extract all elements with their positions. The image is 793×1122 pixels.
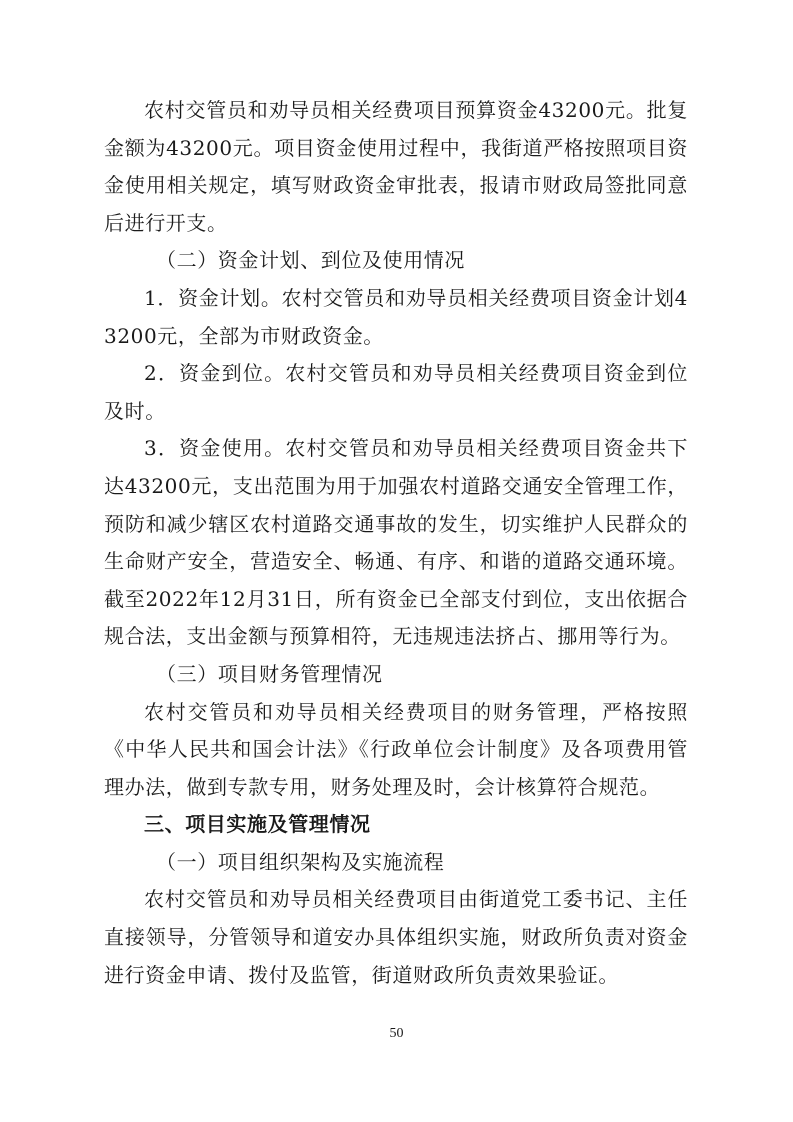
organization-paragraph: 农村交管员和劝导员相关经费项目由街道党工委书记、主任直接领导，分管领导和道安办具体组织实施，财政所负责对资金进行资金申请、拨付及监管，街道财政所负责效果验证。 — [104, 887, 688, 987]
subsection-funds-plan-heading: （二）资金计划、到位及使用情况 — [156, 248, 465, 273]
finance-management-paragraph: 农村交管员和劝导员相关经费项目的财务管理，严格按照《中华人民共和国会计法》《行政单位会计制度》及各项费用管理办法，做到专款专用，财务处理及时，会计核算符合规范。 — [104, 699, 688, 799]
section-heading: 三、项目实施及管理情况 — [144, 812, 371, 837]
document-page — [104, 92, 688, 994]
funds-arrival-paragraph: 2．资金到位。农村交管员和劝导员相关经费项目资金到位及时。 — [104, 361, 688, 423]
subsection-finance-heading: （三）项目财务管理情况 — [156, 661, 383, 686]
budget-paragraph: 农村交管员和劝导员相关经费项目预算资金43200元。批复金额为43200元。项目资金使用过程中，我街道严格按照项目资金使用相关规定，填写财政资金审批表，报请市财政局签批同意后进行开支。 — [104, 98, 688, 235]
page-number: 50 — [389, 1026, 404, 1041]
subsection-organization-heading: （一）项目组织架构及实施流程 — [156, 849, 445, 874]
funds-plan-paragraph: 1．资金计划。农村交管员和劝导员相关经费项目资金计划43200元，全部为市财政资金。 — [104, 285, 688, 348]
funds-usage-paragraph: 3．资金使用。农村交管员和劝导员相关经费项目资金共下达43200元，支出范围为用于加强农村道路交通安全管理工作，预防和减少辖区农村道路交通事故的发生，切实维护人民群众的生命财产安全，营造安全、畅通、有序、和谐的道路交通环境。截至2022年12月31日，所有资金已全部支付到位，支出依据合规合法，支出金额与预算相符，无违规违法挤占、挪用等行为。 — [104, 436, 688, 649]
